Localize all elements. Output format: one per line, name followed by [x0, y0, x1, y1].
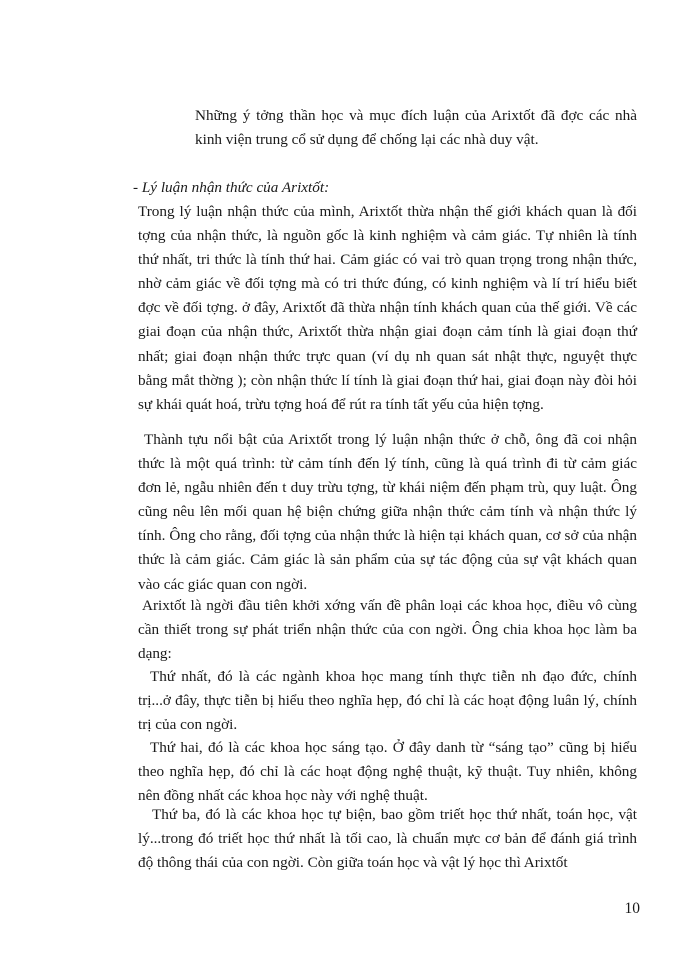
section-heading: - Lý luận nhận thức của Arixtốt: — [133, 179, 330, 196]
body-paragraph: Thứ nhất, đó là các ngành khoa học mang tính thực tiễn nh đạo đức, chính trị...ở đây, thực tiễn bị hiểu theo nghĩa hẹp, đó chỉ là các hoạt động luân lý, chính trị của con ngời. — [138, 668, 637, 734]
body-paragraph: Trong lý luận nhận thức của mình, Arixtốt thừa nhận thế giới khách quan là đối tợng của nhận thức, là nguồn gốc là kinh nghiệm và cảm giác. Tự nhiên là tính thứ nhất, tri thức là tính thứ hai. Cảm giác có vai trò quan trọng trong nhận thức, nhờ cảm giác về đối tợng mà có tri thức đúng, có kinh nghiệm và lí trí hiểu biết đợc về đối tợng. ở đây, Arixtốt đã thừa nhận tính khách quan của thế giới. Về các giai đoạn của nhận thức, Arixtốt thừa nhận giai đoạn cảm tính là giai đoạn thứ nhất; giai đoạn nhận thức trực quan (ví dụ nh quan sát nhật thực, nguyệt thực bằng mắt thờng ); còn nhận thức lí tính là giai đoạn thứ hai, giai đoạn này đòi hỏi sự khái quát hoá, trừu tợng hoá để rút ra tính tất yếu của hiện tợng. — [138, 203, 637, 413]
body-paragraph: Arixtốt là ngời đầu tiên khởi xớng vấn đề phân loại các khoa học, điều vô cùng cần thiết trong sự phát triển nhận thức của con ngời. Ông chia khoa học làm ba dạng: — [138, 597, 637, 663]
page-number: 10 — [624, 900, 640, 917]
body-paragraph: Thứ hai, đó là các khoa học sáng tạo. Ở đây danh từ “sáng tạo” cũng bị hiểu theo nghĩa hẹp, đó chỉ là các hoạt động nghệ thuật, kỹ thuật. Tuy nhiên, không nên đồng nhất các khoa học này với nghệ thuật. — [138, 739, 637, 805]
body-paragraph: Thành tựu nổi bật của Arixtốt trong lý luận nhận thức ở chỗ, ông đã coi nhận thức là một quá trình: từ cảm tính đến lý tính, cũng là quá trình đi từ cảm giác đơn lẻ, ngẫu nhiên đến t duy trừu tợng, từ khái niệm đến phạm trù, quy luật. Ông cũng nêu lên mối quan hệ biện chứng giữa nhận thức cảm tính và nhận thức lý tính. Ông cho rằng, đối tợng của nhận thức là hiện tại khách quan, cơ sở của nhận thức là cảm giác. Cảm giác là sản phẩm của sự tác động của sự vật khách quan vào các giác quan con ngời. — [138, 431, 637, 593]
body-paragraph: Thứ ba, đó là các khoa học tự biện, bao gồm triết học thứ nhất, toán học, vật lý...trong đó triết học thứ nhất là tối cao, là chuẩn mực cơ bản để đánh giá trình độ thông thái của con ngời. Còn giữa toán học và vật lý học thì Arixtốt — [138, 806, 637, 872]
quote-paragraph: Những ý tởng thần học và mục đích luận của Arixtốt đã đợc các nhà kinh viện trung cổ sử dụng để chống lại các nhà duy vật. — [195, 107, 637, 149]
